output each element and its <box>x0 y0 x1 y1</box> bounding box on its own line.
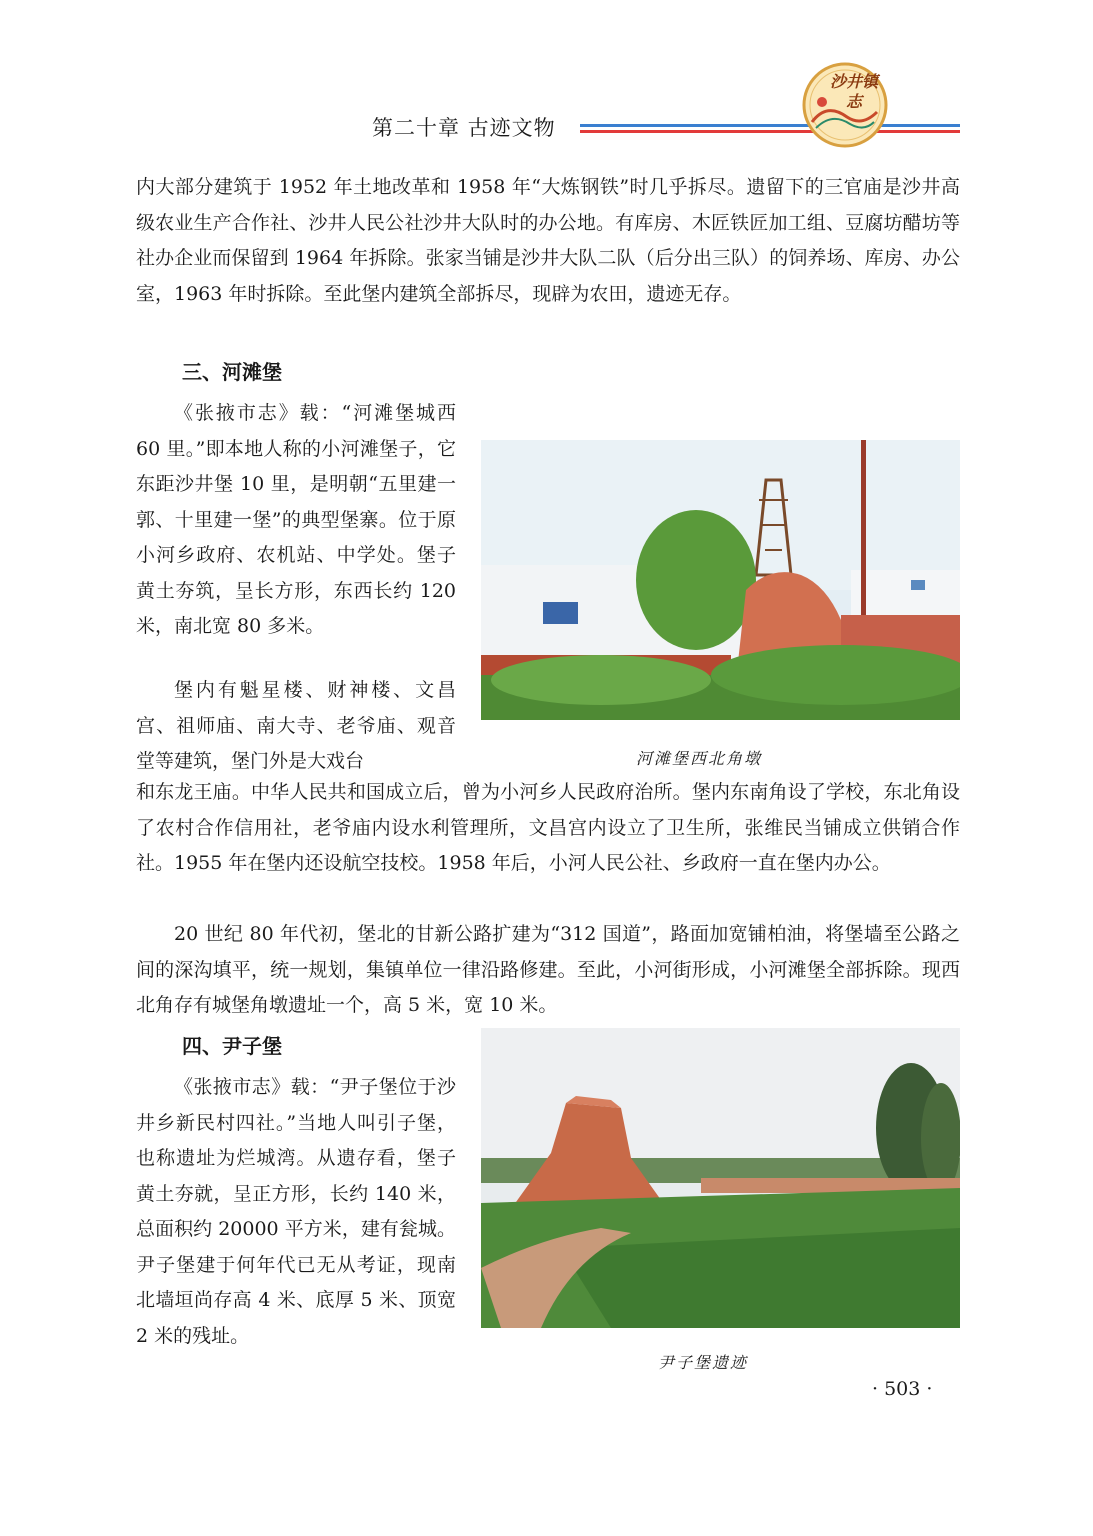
chapter-title: 第二十章 古迹文物 <box>372 116 556 140</box>
paragraph-hetanbao-buildings: 堡内有魁星楼、财神楼、文昌宫、祖师庙、南大寺、老爷庙、观音堂等建筑，堡门外是大戏台 <box>136 679 456 772</box>
caption-photo-yinzibao: 尹子堡遗迹 <box>658 1353 749 1372</box>
caption-photo-hetanbao: 河滩堡西北角墩 <box>636 749 763 768</box>
paragraph-yinzibao: 《张掖市志》载：“尹子堡位于沙井乡新民村四社。”当地人叫引子堡，也称遗址为烂城湾。从遗存看，堡子黄土夯就，呈正方形，长约 140 米，总面积约 20000 平方米，建有瓮城。尹子堡建于何年代已无从考证，现南北墙垣尚存高 4 米、底厚 5 米、顶宽 2 米的残址。 <box>136 1076 456 1347</box>
header-rule-blue <box>580 124 960 127</box>
page-number: · 503 · <box>872 1378 933 1400</box>
section-heading-hetanbao: 三、河滩堡 <box>182 360 282 384</box>
photo-yinzibao-ruins <box>481 1028 960 1328</box>
paragraph-intro: 内大部分建筑于 1952 年土地改革和 1958 年“大炼钢铁”时几乎拆尽。遗留下的三官庙是沙井高级农业生产合作社、沙井人民公社沙井大队时的办公地。有库房、木匠铁匠加工组、豆腐坊醋坊等社办企业而保留到 1964 年拆除。张家当铺是沙井大队二队（后分出三队）的饲养场、库房、办公室，1963 年时拆除。至此堡内建筑全部拆尽，现辟为农田，遗迹无存。 <box>136 176 960 305</box>
section-heading-yinzibao: 四、尹子堡 <box>182 1034 282 1058</box>
paragraph-hetanbao-road: 20 世纪 80 年代初，堡北的甘新公路扩建为“312 国道”，路面加宽铺柏油，将堡墙至公路之间的深沟填平，统一规划，集镇单位一律沿路修建。至此，小河街形成，小河滩堡全部拆除。现西北角存有城堡角墩遗址一个，高 5 米，宽 10 米。 <box>136 923 960 1016</box>
seal-text: 沙井镇志 <box>829 72 878 111</box>
paragraph-hetanbao-intro: 《张掖市志》载：“河滩堡城西 60 里。”即本地人称的小河滩堡子，它东距沙井堡 10 里，是明朝“五里建一郭、十里建一堡”的典型堡寨。位于原小河乡政府、农机站、中学处。堡子黄土夯筑，呈长方形，东西长约 120 米，南北宽 80 多米。 <box>136 402 456 637</box>
header-rule-red <box>580 130 960 133</box>
paragraph-hetanbao-history: 和东龙王庙。中华人民共和国成立后，曾为小河乡人民政府治所。堡内东南角设了学校，东北角设了农村合作信用社，老爷庙内设水利管理所，文昌宫内设立了卫生所，张维民当铺成立供销合作社。1955 年在堡内还设航空技校。1958 年后，小河人民公社、乡政府一直在堡内办公。 <box>136 781 960 874</box>
photo-hetanbao-corner <box>481 440 960 720</box>
